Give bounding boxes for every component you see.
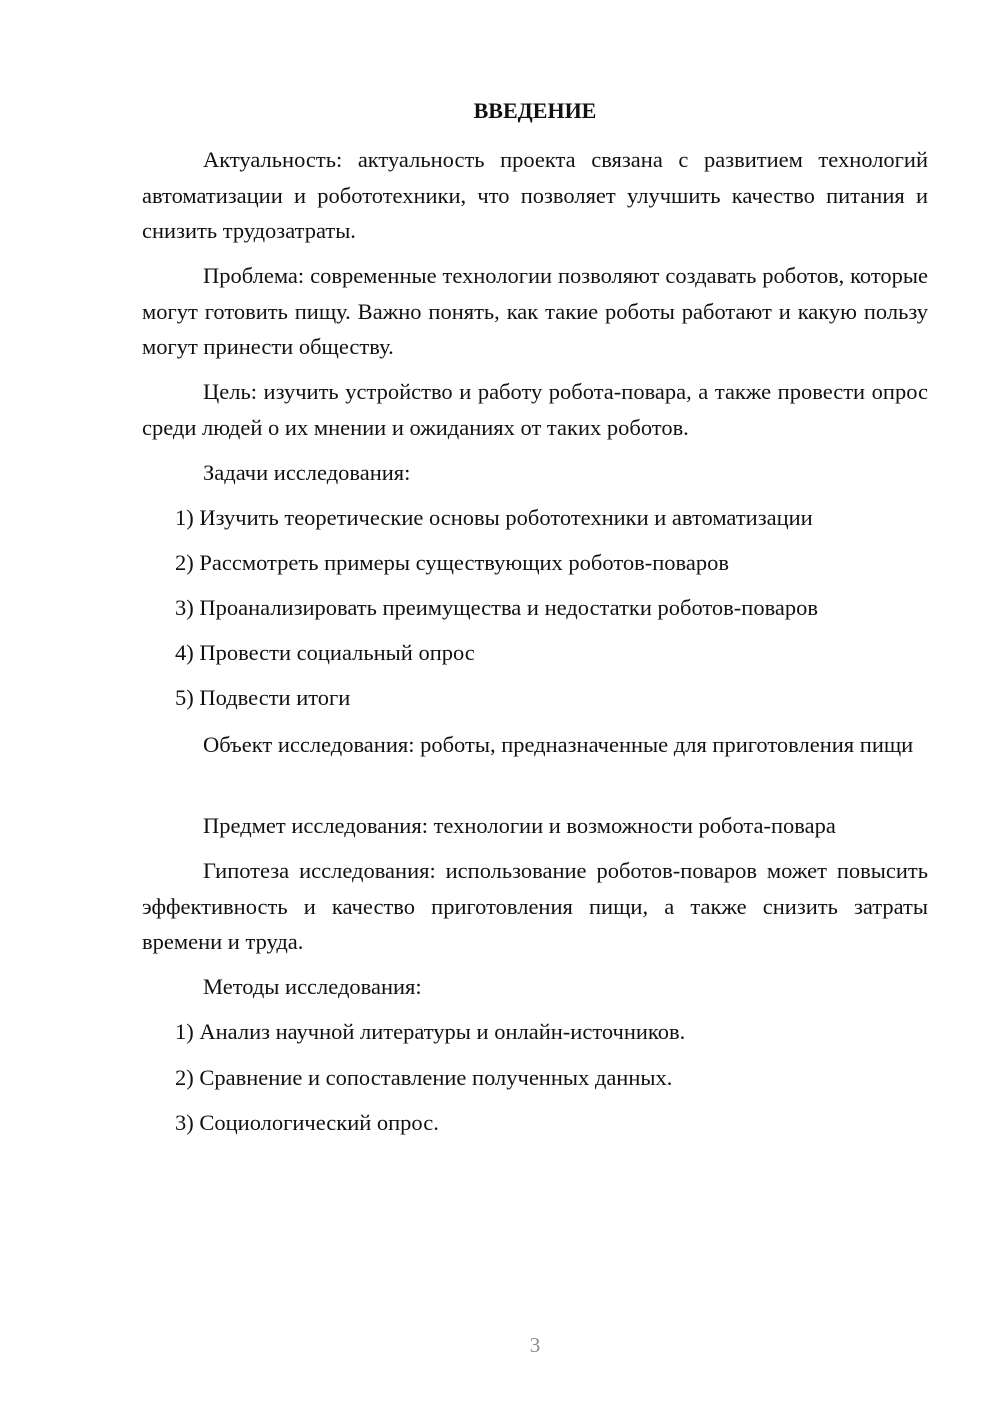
list-item: 1) Изучить теоретические основы робототехники и автоматизации <box>175 505 813 530</box>
relevance-paragraph: Актуальность: актуальность проекта связана с развитием технологий автоматизации и робототехники, что позволяет улучшить качество питания и снизить трудозатраты. <box>142 147 928 243</box>
goal-paragraph: Цель: изучить устройство и работу робота-повара, а также провести опрос среди людей о их мнении и ожиданиях от таких роботов. <box>142 379 928 440</box>
list-item: 3) Социологический опрос. <box>175 1110 439 1135</box>
list-item: 3) Проанализировать преимущества и недостатки роботов-поваров <box>175 595 819 620</box>
list-item: 4) Провести социальный опрос <box>175 640 475 665</box>
list-item: 1) Анализ научной литературы и онлайн-источников. <box>175 1019 686 1044</box>
problem-paragraph: Проблема: современные технологии позволяют создавать роботов, которые могут готовить пищу. Важно понять, как такие роботы работают и какую пользу могут принести обществу. <box>142 263 928 359</box>
list-item: 2) Сравнение и сопоставление полученных данных. <box>175 1065 673 1090</box>
tasks-heading: Задачи исследования: <box>203 460 411 485</box>
methods-heading: Методы исследования: <box>203 974 422 999</box>
object-paragraph: Объект исследования: роботы, предназначенные для приготовления пищи <box>203 732 914 757</box>
page-number: 3 <box>529 1333 541 1357</box>
list-item: 2) Рассмотреть примеры существующих роботов-поваров <box>175 550 729 575</box>
section-title: ВВЕДЕНИЕ <box>473 98 597 123</box>
list-item: 5) Подвести итоги <box>175 685 351 710</box>
subject-paragraph: Предмет исследования: технологии и возможности робота-повара <box>203 813 836 838</box>
hypothesis-paragraph: Гипотеза исследования: использование роботов-поваров может повысить эффективность и качество приготовления пищи, а также снизить затраты времени и труда. <box>142 858 928 954</box>
